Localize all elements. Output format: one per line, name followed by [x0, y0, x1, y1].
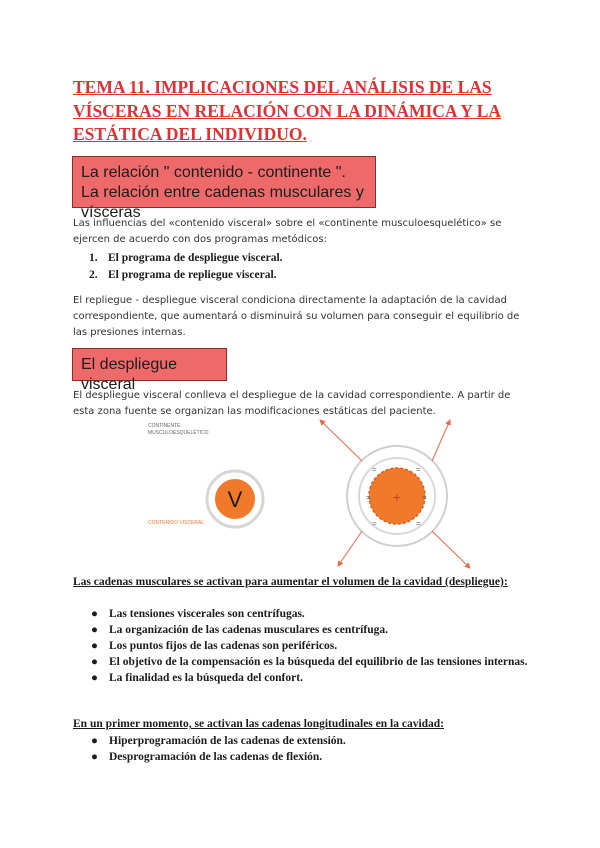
list-item: ● Los puntos fijos de las cadenas son periféricos.	[91, 640, 338, 652]
v-letter: V	[227, 487, 243, 512]
equals-sign: =	[416, 465, 421, 474]
list-item: ● Desprogramación de las cadenas de flexión.	[91, 751, 323, 763]
intro-paragraph: Las influencias del «contenido visceral» sobre el «continente musculoesquelético» se ejercen de acuerdo con dos programas metódicos:	[73, 218, 502, 245]
arrow-down-right	[432, 531, 470, 568]
list-item: 1. El programa de despliegue visceral.	[89, 252, 283, 264]
equals-sign: =	[422, 493, 427, 502]
equals-sign: =	[372, 519, 377, 528]
list-item: ● La finalidad es la búsqueda del confort.	[91, 672, 303, 684]
label-contenido: CONTENIDO VISCERAL	[148, 520, 205, 526]
section-box-relacion: La relación " contenido - continente ". La relación entre cadenas musculares y vísceras	[72, 156, 376, 208]
label-continente: CONTINENTE	[148, 423, 181, 429]
page-title: TEMA 11. IMPLICACIONES DEL ANÁLISIS DE LAS VÍSCERAS EN RELACIÓN CON LA DINÁMICA Y LA ESTÁTICA DEL INDIVIDUO.	[73, 77, 501, 144]
list-item: ● Hiperprogramación de las cadenas de extensión.	[91, 735, 346, 747]
list-item: 2. El programa de repliegue visceral.	[89, 269, 277, 281]
label-musculoesqueletico: MUSCULOESQUELÉTICO	[148, 430, 209, 436]
section-heading-despliegue: Las cadenas musculares se activan para aumentar el volumen de la cavidad (despliegue):	[73, 576, 508, 588]
programs-list	[89, 250, 283, 284]
arrow-down-left	[338, 531, 362, 566]
arrow-up-right	[432, 420, 450, 461]
plus-sign: +	[392, 489, 402, 505]
arrow-up-left	[320, 420, 362, 461]
equals-sign: =	[372, 465, 377, 474]
visceral-diagram	[140, 416, 540, 576]
longitudinales-bullet-list	[89, 733, 529, 765]
despliegue-paragraph: El despliegue visceral conlleva el despliegue de la cavidad correspondiente. A partir de esta zona fuente se organizan las modificaciones estáticas del paciente.	[73, 390, 511, 417]
repliegue-paragraph: El repliegue - despliegue visceral condiciona directamente la adaptación de la cavidad correspondiente, que aumentará o disminuirá su volumen para conseguir el equilibrio de las presiones internas.	[73, 295, 520, 338]
equals-sign: =	[416, 519, 421, 528]
list-item: ● El objetivo de la compensación es la búsqueda del equilibrio de las tensiones internas.	[91, 656, 528, 668]
despliegue-bullet-list	[89, 606, 529, 686]
equals-sign: =	[366, 493, 371, 502]
section-heading-longitudinales: En un primer momento, se activan las cadenas longitudinales en la cavidad:	[73, 718, 445, 730]
list-item: ● Las tensiones viscerales son centrífugas.	[91, 608, 305, 620]
list-item: ● La organización de las cadenas musculares es centrífuga.	[91, 624, 388, 636]
section-box-despliegue: El despliegue visceral	[72, 348, 227, 381]
